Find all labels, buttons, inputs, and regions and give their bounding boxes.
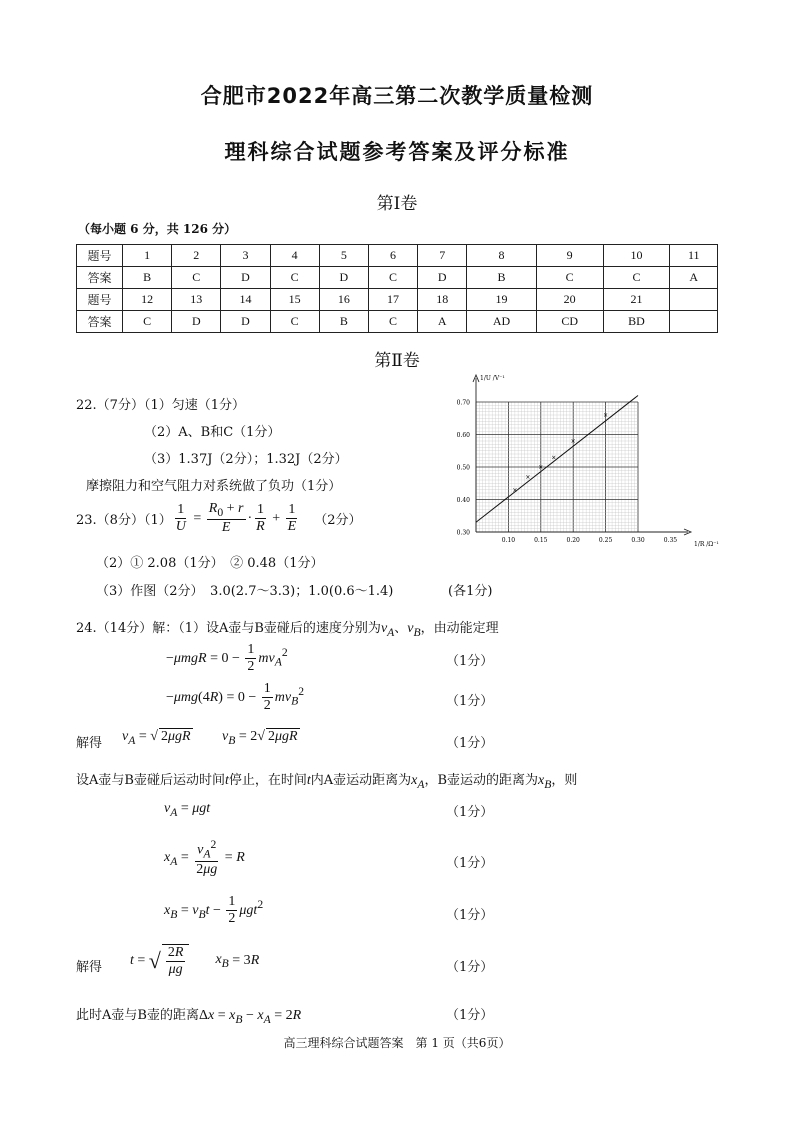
table-cell: C — [123, 311, 172, 333]
table-cell: A — [670, 267, 718, 289]
data-point: × — [525, 473, 531, 481]
part1-heading: 第Ⅰ卷 — [376, 194, 418, 214]
table-row — [77, 267, 718, 289]
table-cell: C — [603, 267, 670, 289]
q22-line3: （3）1.37J（2分）；1.32J（2分） — [144, 452, 348, 467]
q24-intro-text: 24.（14分）解：（1）设A壶与B壶碰后的速度分别为 — [76, 621, 381, 636]
table-cell — [670, 311, 718, 333]
q23-prefix: 23.（8分）（1） — [76, 513, 172, 529]
table-cell: 8 — [467, 245, 536, 267]
q23-line2: （2）① 2.08（1分） ② 0.48（1分） — [96, 556, 324, 571]
table-row — [77, 245, 718, 267]
table-cell: CD — [536, 311, 603, 333]
table-cell — [670, 289, 718, 311]
solve-label-1: 解得 — [76, 736, 103, 751]
table-row — [77, 289, 718, 311]
table-cell: B — [319, 311, 368, 333]
y-tick-label: 0.50 — [456, 464, 470, 472]
part2-heading: 第Ⅱ卷 — [374, 351, 420, 371]
solve-label-2: 解得 — [76, 960, 103, 975]
table-cell: BD — [603, 311, 670, 333]
page-subtitle: 理科综合试题参考答案及评分标准 — [224, 140, 570, 164]
score-4: （1分） — [446, 805, 494, 820]
para2-c: 内A壶运动距离为 — [310, 773, 412, 788]
x-tick-label: 0.10 — [501, 537, 516, 544]
table-cell: 14 — [221, 289, 270, 311]
table-cell: B — [123, 267, 172, 289]
table-cell: D — [221, 267, 270, 289]
table-cell: 5 — [319, 245, 368, 267]
eq-6: $x_B = v_Bt$ − $\frac{1}{2}$ μgt$^2$ — [164, 894, 264, 927]
data-point: × — [551, 454, 557, 462]
q23-line3: （3）作图（2分） 3.0(2.7～3.3)；1.0(0.6～1.4) — [96, 584, 394, 599]
page-footer: 高三理科综合试题答案 第 1 页（共6页） — [283, 1036, 511, 1050]
table-cell: 答案 — [77, 267, 123, 289]
score-1: （1分） — [446, 654, 494, 669]
table-cell: 17 — [368, 289, 417, 311]
q23-formula: $\frac{1}{U}$ = $\frac{R_0 + r}{E}$ · $\frac{1}{R}$ + $\frac{1}{E}$ — [175, 501, 297, 536]
y-tick-label: 0.30 — [456, 529, 470, 537]
table-cell: 12 — [123, 289, 172, 311]
x-tick-label: 0.30 — [631, 537, 645, 544]
table-cell: D — [221, 311, 270, 333]
data-point: × — [603, 412, 609, 419]
table-cell: 6 — [368, 245, 417, 267]
y-axis-label: 1/U /V⁻¹ — [480, 375, 505, 382]
x-axis-label: 1/R /Ω⁻¹ — [694, 541, 719, 548]
table-cell: C — [270, 267, 319, 289]
y-tick-label: 0.40 — [456, 497, 470, 504]
table-cell: 2 — [172, 245, 221, 267]
part1-note: （每小题 6 分，共 126 分） — [78, 222, 237, 236]
y-tick-label: 0.60 — [456, 432, 470, 439]
table-cell: AD — [467, 311, 536, 333]
q23-score: （2分） — [314, 513, 362, 529]
graph-1-over-u-vs-1-over-r — [448, 372, 719, 564]
x-tick-label: 0.15 — [534, 537, 548, 544]
score-5: （1分） — [446, 856, 494, 871]
page-title: 合肥市2022年高三第二次教学质量检测 — [200, 84, 594, 108]
table-cell: 11 — [670, 245, 718, 267]
table-cell: D — [319, 267, 368, 289]
q23-line3-score: (各1分) — [448, 584, 493, 599]
table-cell: C — [368, 267, 417, 289]
q22-line1: 22.（7分）（1）匀速（1分） — [76, 398, 245, 413]
table-cell: 9 — [536, 245, 603, 267]
final-a: 此时A壶与B壶的距离 — [76, 1008, 199, 1023]
eq-1: −μmgR = 0 − $\frac{1}{2}$ $mv_A^2$ — [166, 642, 288, 675]
table-cell: C — [536, 267, 603, 289]
table-cell: 13 — [172, 289, 221, 311]
eq-2: −μmg(4R) = 0 − $\frac{1}{2}$ $mv_B^2$ — [166, 681, 305, 714]
eq-7: t = √ $\frac{2R}{\mu g}$ $x_B$ = 3 R — [130, 945, 260, 978]
table-cell: A — [418, 311, 467, 333]
score-2: （1分） — [446, 694, 494, 709]
table-cell: D — [418, 267, 467, 289]
table-cell: 7 — [418, 245, 467, 267]
para2-d: ，B壶运动的距离为 — [424, 773, 539, 788]
table-cell: 题号 — [77, 245, 123, 267]
table-row — [77, 311, 718, 333]
table-cell: 21 — [603, 289, 670, 311]
table-cell: 1 — [123, 245, 172, 267]
x-tick-label: 0.35 — [663, 537, 678, 544]
table-cell: 10 — [603, 245, 670, 267]
table-cell: 15 — [270, 289, 319, 311]
para2-e: ，则 — [551, 773, 578, 788]
table-cell: C — [368, 311, 417, 333]
table-cell: 19 — [467, 289, 536, 311]
score-3: （1分） — [446, 736, 494, 751]
x-tick-label: 0.25 — [598, 537, 613, 544]
table-cell: C — [270, 311, 319, 333]
score-8: （1分） — [446, 1008, 494, 1023]
eq-5: $x_A$ = $\frac{v_A^2}{2\mu g}$ = R — [164, 838, 245, 877]
para2-a: 设A壶与B壶碰后运动时间 — [76, 773, 225, 788]
data-point: × — [538, 464, 544, 471]
table-cell: 题号 — [77, 289, 123, 311]
eq-4: $v_A = \mu gt$ — [164, 801, 211, 819]
q24-intro-tail: ，由动能定理 — [420, 621, 499, 636]
para2-b: 停止，在时间 — [228, 773, 307, 788]
y-tick-label: 0.70 — [456, 399, 470, 407]
table-cell: B — [467, 267, 536, 289]
q22-line4: 摩擦阻力和空气阻力对系统做了负功（1分） — [86, 479, 342, 494]
q24-para2: 设A壶与B壶碰后运动时间t停止，在时间t内A壶运动距离为$x_A$，B壶运动的距离为$x_B$，则 — [76, 773, 578, 791]
table-cell: C — [172, 267, 221, 289]
x-tick-label: 0.20 — [566, 537, 580, 544]
score-6: （1分） — [446, 908, 494, 923]
table-cell: 4 — [270, 245, 319, 267]
q24-intro: 24.（14分）解：（1）设A壶与B壶碰后的速度分别为$v_A$、$v_B$，由动能定理 — [76, 621, 499, 639]
table-cell: 20 — [536, 289, 603, 311]
table-cell: 18 — [418, 289, 467, 311]
eq-3: $v_A$ = √ 2μgR $v_B = 2√$ 2μgR — [122, 729, 298, 747]
table-cell: D — [172, 311, 221, 333]
q22-line2: （2）A、B和C（1分） — [144, 425, 281, 440]
data-point: × — [570, 438, 576, 445]
answer-table — [76, 244, 718, 333]
table-cell: 3 — [221, 245, 270, 267]
score-7: （1分） — [446, 960, 494, 975]
table-cell: 16 — [319, 289, 368, 311]
q24-final: 此时A壶与B壶的距离$\Delta x = x_B - x_A = 2R$ — [76, 1008, 302, 1026]
data-point: × — [512, 486, 518, 494]
q23-line1 — [76, 501, 361, 536]
table-cell: 答案 — [77, 311, 123, 333]
